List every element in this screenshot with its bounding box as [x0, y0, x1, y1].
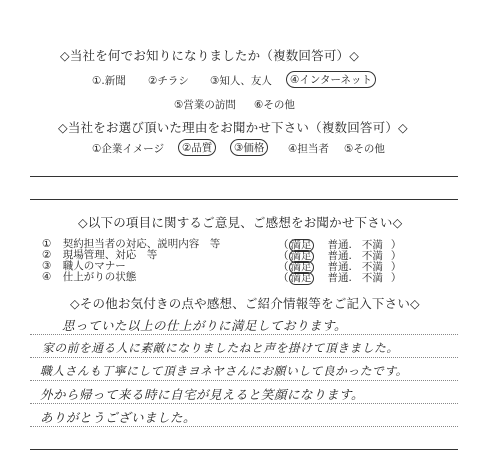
q1-option-5: ⑤営業の訪問 [174, 99, 236, 111]
answer-line-5 [30, 426, 458, 427]
rating-unsatisfied: 不満 [361, 261, 383, 273]
rating-satisfied-selected: 満足 [290, 250, 312, 262]
paren-open: （ [278, 261, 289, 273]
q2-option-2-selected: ②品質 [178, 139, 216, 156]
q2-option-5: ⑤その他 [344, 143, 385, 155]
q3-item-4 [42, 272, 136, 283]
blank-line-2 [30, 199, 458, 200]
paren-open: （ [278, 250, 289, 262]
rating-normal: 普通. [327, 239, 352, 251]
answer-line-2 [30, 357, 458, 358]
answer-line-6 [30, 449, 458, 450]
rating-unsatisfied: 不満 [361, 239, 383, 251]
q2-option-4: ④担当者 [288, 143, 329, 155]
answer-line-3 [30, 380, 458, 381]
paren-open: （ [278, 272, 289, 284]
q1-option-3: ③知人、友人 [210, 75, 272, 87]
q3-item-2-num: ② [42, 249, 52, 261]
rating-satisfied-selected: 満足 [290, 239, 312, 251]
q4-heading: ◇その他お気付きの点や感想、ご紹介情報等をご記入下さい◇ [70, 296, 420, 311]
q1-heading: ◇当社を何でお知りになりましたか（複数回答可）◇ [60, 48, 360, 63]
blank-line-1 [30, 176, 458, 177]
q3-rating-row-4 [278, 272, 401, 285]
rating-normal: 普通. [327, 250, 352, 262]
rating-normal: 普通. [327, 261, 352, 273]
q3-heading: ◇以下の項目に関するご意見、ご感想をお聞かせ下さい◇ [78, 215, 403, 230]
answer-line-4 [30, 403, 458, 404]
paren-close: ） [390, 250, 402, 262]
q1-option-1: ①.新聞 [92, 75, 126, 87]
rating-normal: 普通. [327, 272, 352, 284]
handwritten-line-4: 外から帰って来る時に自宅が見えると笑顔になります。 [40, 387, 365, 402]
q3-item-1-label: 契約担当者の対応、説明内容 等 [62, 238, 221, 250]
paren-open: （ [278, 239, 289, 251]
q3-item-2-label: 現場管理、対応 等 [62, 249, 158, 261]
q1-option-6: ⑥その他 [254, 99, 295, 111]
handwritten-line-2: 家の前を通る人に素敵になりましたねと声を掛けて頂きました。 [42, 341, 399, 355]
q1-option-4-selected: ④インターネット [286, 71, 376, 88]
answer-line-1 [30, 334, 458, 335]
paren-close: ） [390, 239, 402, 251]
handwritten-line-1: 思っていた以上の仕上がりに満足しております。 [62, 318, 348, 333]
rating-unsatisfied: 不満 [361, 272, 383, 284]
q3-item-1-num: ① [42, 238, 52, 250]
paren-close: ） [390, 272, 402, 284]
q2-option-3-selected: ③価格 [230, 139, 268, 156]
rating-satisfied-selected: 満足 [290, 272, 312, 284]
q3-item-4-num: ④ [42, 271, 52, 283]
q3-item-4-label: 仕上がりの状態 [62, 271, 137, 283]
rating-satisfied-selected: 満足 [290, 261, 312, 273]
q3-item-3-num: ③ [42, 260, 52, 272]
q1-option-2: ②チラシ [148, 75, 189, 87]
q2-option-1: ①企業イメージ [92, 143, 165, 155]
rating-unsatisfied: 不満 [361, 250, 383, 262]
handwritten-line-5: ありがとうございました。 [40, 410, 197, 425]
handwritten-line-3: 職人さんも丁寧にして頂きヨネヤさんにお願いして良かったです。 [40, 364, 408, 378]
q2-heading: ◇当社をお選び頂いた理由をお聞かせ下さい（複数回答可）◇ [58, 120, 408, 135]
paren-close: ） [390, 261, 402, 273]
q3-item-3-label: 職人のマナー [62, 260, 126, 272]
